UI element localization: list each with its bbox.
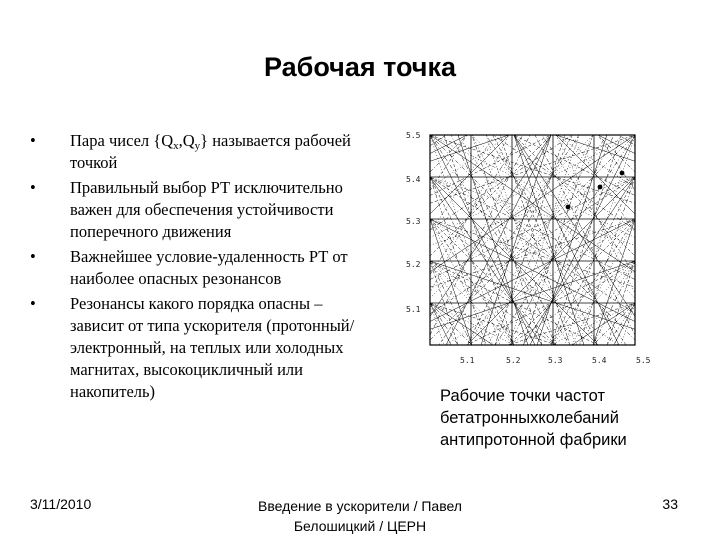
y-tick-label: 5.4: [406, 175, 421, 184]
bullet-dot: •: [30, 178, 36, 197]
working-point-marker: [620, 171, 625, 176]
bullet-dot: •: [30, 131, 36, 150]
resonance-line: [430, 125, 635, 172]
x-tick-label: 5.5: [636, 356, 651, 365]
resonance-line: [430, 125, 635, 154]
diagram-caption: Рабочие точки частот бетатронныхколебаний антипротонной фабрики: [440, 387, 627, 449]
footer-title-line: Введение в ускорители / Павел: [258, 498, 462, 514]
bullet-text-part: ,Q: [178, 131, 195, 150]
x-tick-label: 5.2: [506, 356, 521, 365]
resonance-line: [430, 125, 635, 275]
resonance-line: [430, 125, 635, 172]
bullet-dot: •: [30, 294, 36, 313]
y-tick-label: 5.5: [406, 131, 421, 140]
resonance-line: [430, 125, 635, 154]
y-tick-label: 5.2: [406, 260, 421, 269]
working-point-marker: [598, 185, 603, 190]
resonance-line: [430, 125, 635, 130]
page-number: 33: [662, 496, 678, 512]
working-point-marker: [566, 205, 571, 210]
resonance-diagram: [400, 125, 658, 371]
bullet-text-part: } называется рабочей точкой: [70, 131, 351, 172]
bullet-text: Важнейшее условие-удаленность РТ от наиболее опасных резонансов: [70, 247, 348, 288]
bullet-list: [30, 130, 360, 406]
x-tick-label: 5.1: [460, 356, 475, 365]
bullet-item: [30, 130, 360, 174]
subscript-x: x: [173, 140, 179, 152]
resonance-lines: [430, 125, 635, 371]
bullet-text: Правильный выбор РТ исключительно важен для обеспечения устойчивости поперечного движения: [70, 178, 343, 241]
bullet-item: [30, 293, 360, 403]
bullet-item: [30, 246, 360, 290]
resonance-line: [430, 125, 635, 275]
resonance-line: [430, 125, 635, 130]
footer-title-line: Белошицкий / ЦЕРН: [293, 518, 427, 534]
y-tick-label: 5.3: [406, 217, 421, 226]
bullet-dot: •: [30, 247, 36, 266]
working-points: [566, 171, 625, 210]
x-tick-label: 5.4: [592, 356, 607, 365]
y-tick-label: 5.1: [406, 305, 421, 314]
bullet-text: Резонансы какого порядка опасны – зависит от типа ускорителя (протонный/ электронный, на теплых или холодных магнитах, высокоцикличный или накопитель): [70, 294, 355, 401]
subscript-y: y: [194, 140, 201, 152]
x-tick-label: 5.3: [548, 356, 563, 365]
resonance-line: [430, 125, 635, 335]
bullet-item: [30, 177, 360, 243]
resonance-line: [430, 135, 635, 238]
footer-date: 3/11/2010: [30, 496, 92, 512]
footer-title: [240, 496, 480, 536]
bullet-text-part: Пара чисел {Q: [70, 131, 174, 150]
resonance-line: [430, 125, 635, 335]
slide-title: Рабочая точка: [263, 52, 456, 82]
